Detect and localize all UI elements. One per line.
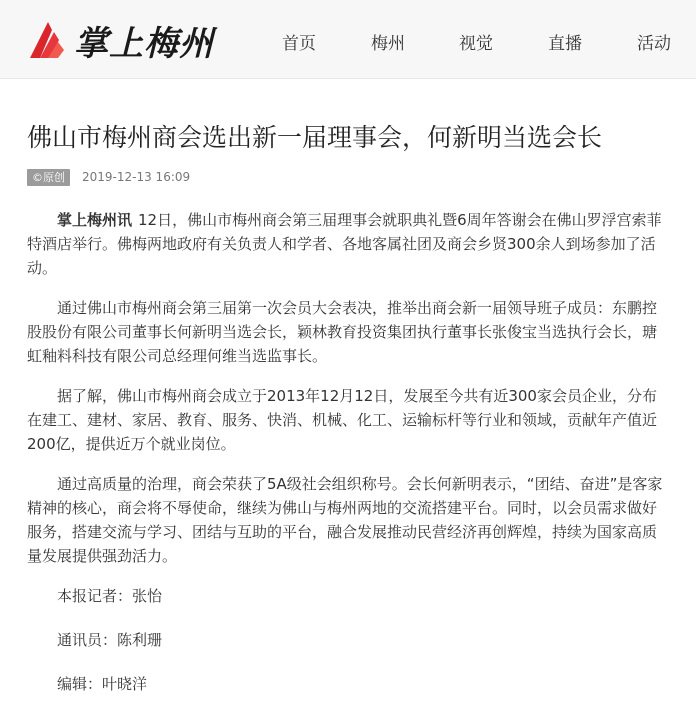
article-meta [27, 168, 190, 186]
logo-text: 掌上梅州 [74, 23, 214, 64]
site-logo[interactable] [26, 16, 214, 64]
paragraph-lead [27, 208, 669, 280]
paragraph: 据了解，佛山市梅州商会成立于2013年12月12日，发展至今共有近300家会员企业，分布在建工、建材、家居、教育、服务、快消、机械、化工、运输标杆等行业和领域，贡献年产值近200亿，提供近万个就业岗位。 [27, 387, 658, 453]
original-badge: ©原创 [27, 169, 70, 186]
nav-vision[interactable]: 视觉 [459, 34, 493, 54]
article-body [27, 208, 669, 716]
flame-logo-icon [26, 18, 68, 62]
nav-meizhou[interactable]: 梅州 [371, 34, 405, 54]
credit-correspondent: 通讯员：陈利珊 [57, 631, 163, 649]
article-title: 佛山市梅州商会选出新一届理事会，何新明当选会长 [27, 123, 603, 152]
credit-reporter: 本报记者：张怡 [57, 587, 163, 605]
paragraph: 通过高质量的治理，商会荣获了5A级社会组织称号。会长何新明表示，“团结、奋进”是客家精神的核心，商会将不辱使命，继续为佛山与梅州两地的交流搭建平台。同时，以会员需求做好服务，搭建交流与学习、团结与互助的平台，融合发展推动民营经济再创辉煌，持续为国家高质量发展提供强劲活力。 [27, 475, 663, 565]
lead-source: 掌上梅州讯 [57, 211, 133, 229]
nav-live[interactable]: 直播 [548, 34, 582, 54]
site-header [0, 0, 696, 79]
paragraph: 通过佛山市梅州商会第三届第一次会员大会表决，推举出商会新一届领导班子成员：东鹏控股股份有限公司董事长何新明当选会长，颖林教育投资集团执行董事长张俊宝当选执行会长，瑭虹釉料科技有限公司总经理何维当选监事长。 [27, 299, 658, 365]
paragraph-text: 12日，佛山市梅州商会第三届理事会就职典礼暨6周年答谢会在佛山罗浮宫索菲特酒店举行。佛梅两地政府有关负责人和学者、各地客属社团及商会乡贤300余人到场参加了活动。 [27, 211, 662, 277]
nav-activity[interactable]: 活动 [637, 34, 671, 54]
nav-home[interactable]: 首页 [282, 34, 316, 54]
publish-date: 2019-12-13 16:09 [82, 170, 191, 184]
credit-editor: 编辑：叶晓洋 [57, 675, 148, 693]
